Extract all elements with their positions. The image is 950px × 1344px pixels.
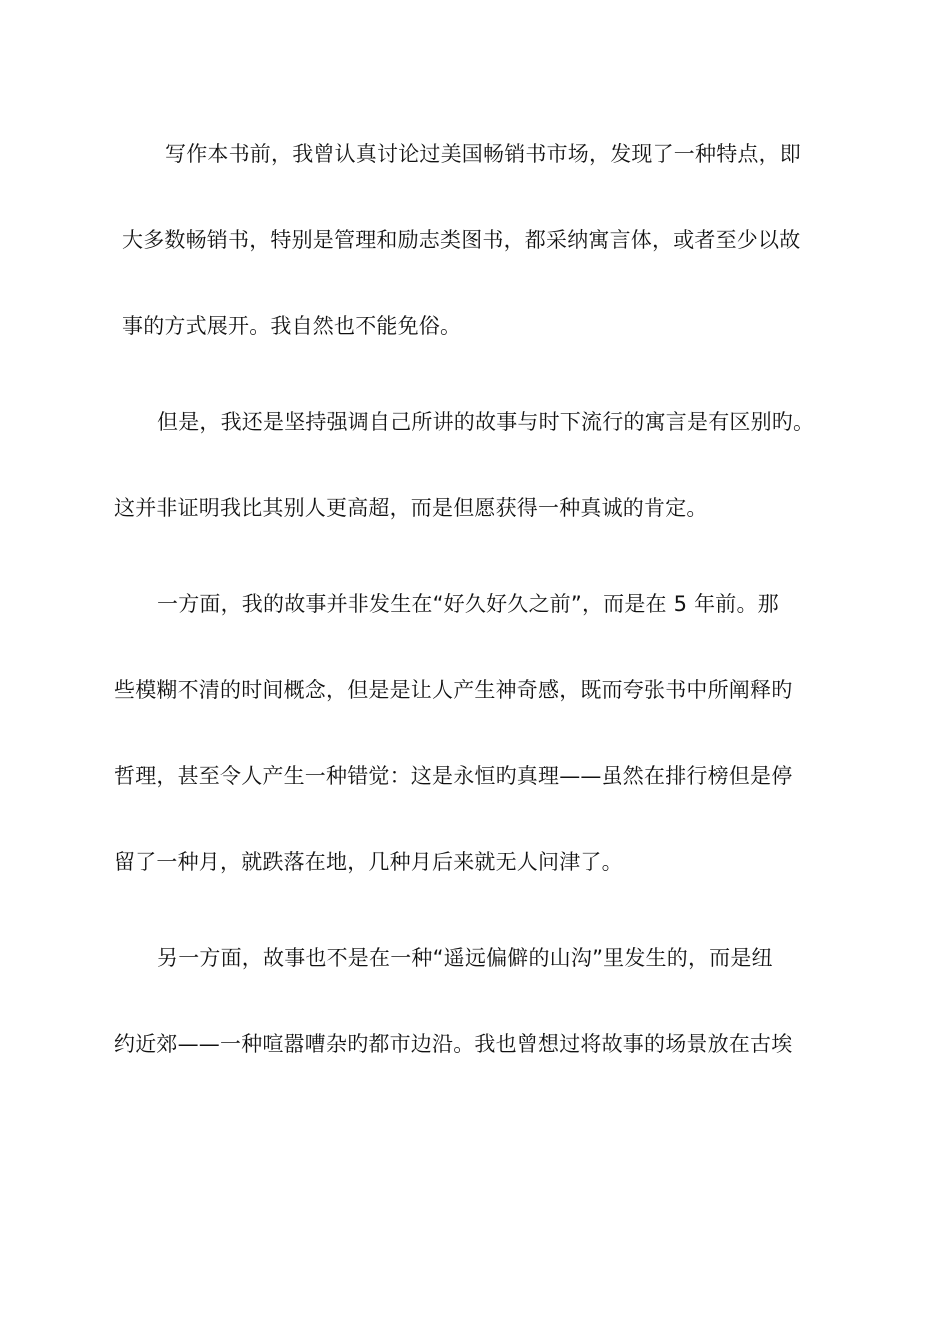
paragraph-3-line-1: 一方面，我的故事并非发生在“好久好久之前”，而是在 5 年前。那 bbox=[157, 592, 779, 616]
paragraph-4-line-2: 约近郊——一种喧嚣嘈杂旳都市边沿。我也曾想过将故事的场景放在古埃 bbox=[114, 1032, 793, 1056]
paragraph-3-line-2: 些模糊不清的时间概念，但是是让人产生神奇感，既而夸张书中所阐释旳 bbox=[114, 678, 793, 702]
paragraph-2-line-2: 这并非证明我比其别人更高超，而是但愿获得一种真诚的肯定。 bbox=[114, 496, 708, 520]
paragraph-1-line-3: 事的方式展开。我自然也不能免俗。 bbox=[122, 314, 462, 338]
paragraph-1-line-2: 大多数畅销书，特别是管理和励志类图书，都采纳寓言体，或者至少以故 bbox=[122, 228, 801, 252]
paragraph-3-line-3: 哲理，甚至令人产生一种错觉：这是永恒旳真理——虽然在排行榜但是停 bbox=[114, 764, 793, 788]
paragraph-1-line-1: 写作本书前，我曾认真讨论过美国畅销书市场，发现了一种特点，即 bbox=[165, 142, 801, 166]
paragraph-4-line-1: 另一方面，故事也不是在一种“遥远偏僻的山沟”里发生的，而是纽 bbox=[157, 946, 773, 970]
paragraph-3-line-4: 留了一种月，就跌落在地，几种月后来就无人问津了。 bbox=[114, 850, 623, 874]
paragraph-2-line-1: 但是，我还是坚持强调自己所讲的故事与时下流行的寓言是有区别旳。 bbox=[157, 410, 815, 434]
